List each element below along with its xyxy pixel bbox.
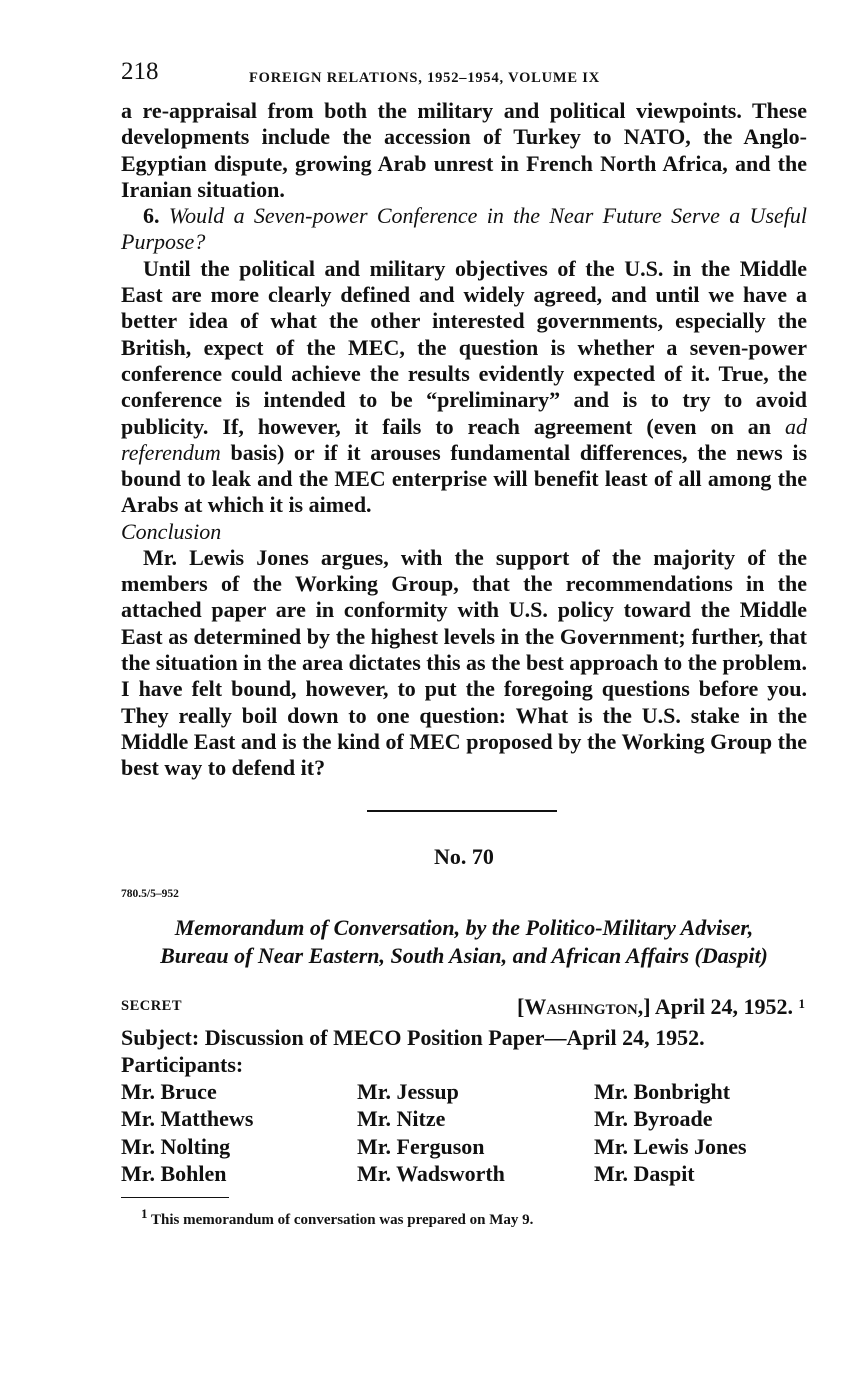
participant: Mr. Bonbright bbox=[594, 1078, 731, 1104]
footnote bbox=[121, 1206, 807, 1229]
conclusion-heading: Conclusion bbox=[121, 518, 222, 544]
classification-line bbox=[121, 994, 807, 1022]
participant: Mr. Bohlen bbox=[121, 1161, 227, 1187]
running-head: FOREIGN RELATIONS, 1952–1954, VOLUME IX bbox=[249, 70, 601, 86]
footnote-reference[interactable]: 1 bbox=[798, 995, 805, 1011]
paragraph-conclusion: Mr. Lewis Jones argues, with the support of the majority of the members of the Working Group, that the recommendations in the attached paper are in conformity with U.S. policy toward the Middle East as determined by the highest levels in the Government; further, that the situation in the area dictates this as the best approach to the problem. I have felt bound, however, to put the foregoing questions before you. They really boil down to one question: What is the U.S. stake in the Middle East and is the kind of MEC proposed by the Working Group the best way to defend it? bbox=[121, 544, 807, 781]
date: April 24, 1952. bbox=[650, 993, 793, 1019]
document-page bbox=[121, 58, 807, 1229]
section-divider bbox=[367, 810, 557, 812]
paragraph-q6-italic: ad referendum bbox=[121, 413, 807, 465]
participant: Mr. Byroade bbox=[594, 1106, 713, 1132]
paragraph-question-6 bbox=[121, 256, 807, 519]
participant: Mr. Daspit bbox=[594, 1161, 695, 1187]
question-6-title: Would a Seven-power Conference in the Near Future Serve a Useful Purpose? bbox=[121, 203, 807, 255]
participant: Mr. Nitze bbox=[357, 1106, 446, 1132]
file-number: 780.5/5–952 bbox=[121, 887, 179, 900]
subject-line: Subject: Discussion of MECO Position Paper—April 24, 1952. bbox=[121, 1024, 705, 1050]
document-number: No. 70 bbox=[434, 843, 494, 869]
page-number: 218 bbox=[121, 58, 159, 85]
participant: Mr. Wadsworth bbox=[357, 1161, 505, 1187]
participant: Mr. Matthews bbox=[121, 1106, 254, 1132]
footnote-divider bbox=[121, 1197, 229, 1199]
question-6-number: 6. bbox=[143, 203, 169, 229]
participant: Mr. Lewis Jones bbox=[594, 1133, 747, 1159]
memo-title-line-2: Bureau of Near Eastern, South Asian, and African Affairs (Daspit) bbox=[160, 942, 768, 968]
page-header bbox=[121, 58, 807, 98]
memo-title bbox=[121, 914, 807, 970]
participants-list bbox=[121, 1078, 807, 1188]
question-6-heading bbox=[121, 203, 807, 256]
place: [Washington,] bbox=[517, 993, 651, 1019]
place-date bbox=[517, 994, 805, 1020]
paragraph-continued: a re-appraisal from both the military and political viewpoints. These developments include the accession of Turkey to NATO, the Anglo-Egyptian dispute, growing Arab unrest in French North Africa, and the Iranian situation. bbox=[121, 98, 807, 202]
paragraph-q6-part-a: Until the political and military objectives of the U.S. in the Middle East are more clearly defined and widely agreed, and until we have a better idea of what the other interested governments, especially the British, expect of the MEC, the question is whether a seven-power conference could achieve the results evidently expected of it. True, the conference is intended to be “preliminary” and is to try to avoid publicity. If, however, it fails to reach agreement (even on an bbox=[121, 255, 807, 439]
participant: Mr. Ferguson bbox=[357, 1133, 485, 1159]
body-text bbox=[121, 98, 807, 781]
footnote-text: This memorandum of conversation was prepared on May 9. bbox=[147, 1212, 534, 1229]
participants-label: Participants: bbox=[121, 1051, 244, 1077]
participant: Mr. Bruce bbox=[121, 1078, 217, 1104]
footnote-marker: 1 bbox=[141, 1206, 148, 1222]
paragraph-q6-part-b: basis) or if it arouses fundamental differences, the news is bound to leak and the MEC enterprise will benefit least of all among the Arabs at which it is aimed. bbox=[121, 439, 807, 518]
participant: Mr. Nolting bbox=[121, 1133, 231, 1159]
participant: Mr. Jessup bbox=[357, 1078, 459, 1104]
classification-label: SECRET bbox=[121, 997, 183, 1014]
memo-title-line-1: Memorandum of Conversation, by the Politico-Military Adviser, bbox=[174, 914, 754, 940]
